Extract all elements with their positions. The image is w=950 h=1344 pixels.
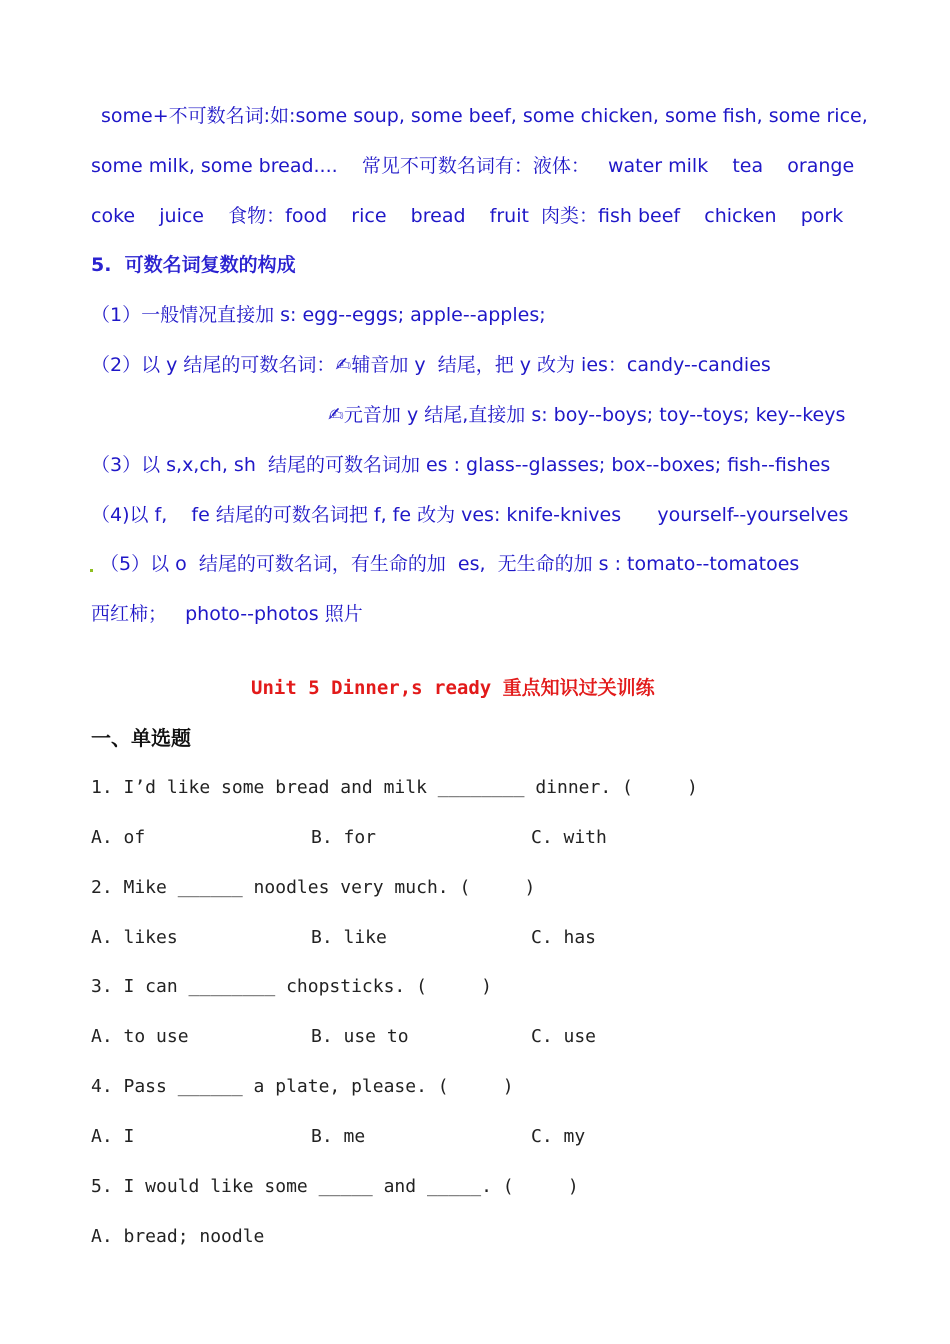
question-1-option-a: A. of — [91, 827, 146, 848]
rule-2: （2）以 y 结尾的可数名词：✍辅音加 y 结尾，把 y 改为 ies：candy--candies — [91, 354, 771, 376]
question-3: 3. I can ________ chopsticks. ( ) — [91, 976, 492, 997]
rule-4: （4)以 f, fe 结尾的可数名词把 f, fe 改为 ves: knife-knives yourself--yourselves — [91, 504, 849, 526]
question-3-option-b: B. use to — [311, 1026, 409, 1047]
question-2-option-c: C. has — [531, 927, 597, 948]
question-4-option-c: C. my — [531, 1126, 586, 1147]
note-line-2: some milk, some bread.... 常见不可数名词有：液体： water milk tea orange — [91, 155, 855, 177]
question-1-option-c: C. with — [531, 827, 607, 848]
note-line-3: coke juice 食物：food rice bread fruit 肉类：fish beef chicken pork — [91, 205, 844, 227]
question-5-option-a: A. bread; noodle — [91, 1226, 265, 1247]
question-2: 2. Mike ______ noodles very much. ( ) — [91, 877, 536, 898]
section-heading: 一、单选题 — [91, 726, 191, 750]
rule-5b: 西红柿； photo--photos 照片 — [91, 603, 363, 625]
question-1: 1. I’d like some bread and milk ________ dinner. ( ) — [91, 777, 698, 798]
question-3-option-a: A. to use — [91, 1026, 189, 1047]
page-title: Unit 5 Dinner,s ready 重点知识过关训练 — [251, 677, 655, 699]
question-4-option-a: A. I — [91, 1126, 135, 1147]
question-1-option-b: B. for — [311, 827, 377, 848]
question-5: 5. I would like some _____ and _____. ( ) — [91, 1176, 579, 1197]
question-2-option-b: B. like — [311, 927, 387, 948]
rule-1: （1）一般情况直接加 s: egg--eggs; apple--apples; — [91, 304, 546, 326]
rule-5: （5）以 o 结尾的可数名词，有生命的加 es, 无生命的加 s : tomato--tomatoes — [100, 553, 800, 575]
rule-3: （3）以 s,x,ch, sh 结尾的可数名词加 es : glass--glasses; box--boxes; fish--fishes — [91, 454, 831, 476]
editor-mark — [90, 569, 93, 572]
rule-2b: ✍元音加 y 结尾,直接加 s: boy--boys; toy--toys; key--keys — [328, 404, 846, 426]
note-line-1: some+不可数名词:如:some soup, some beef, some chicken, some fish, some rice, — [101, 105, 868, 127]
section-5-heading: 5. 可数名词复数的构成 — [91, 254, 296, 276]
question-4: 4. Pass ______ a plate, please. ( ) — [91, 1076, 514, 1097]
question-2-option-a: A. likes — [91, 927, 178, 948]
question-4-option-b: B. me — [311, 1126, 366, 1147]
question-3-option-c: C. use — [531, 1026, 597, 1047]
